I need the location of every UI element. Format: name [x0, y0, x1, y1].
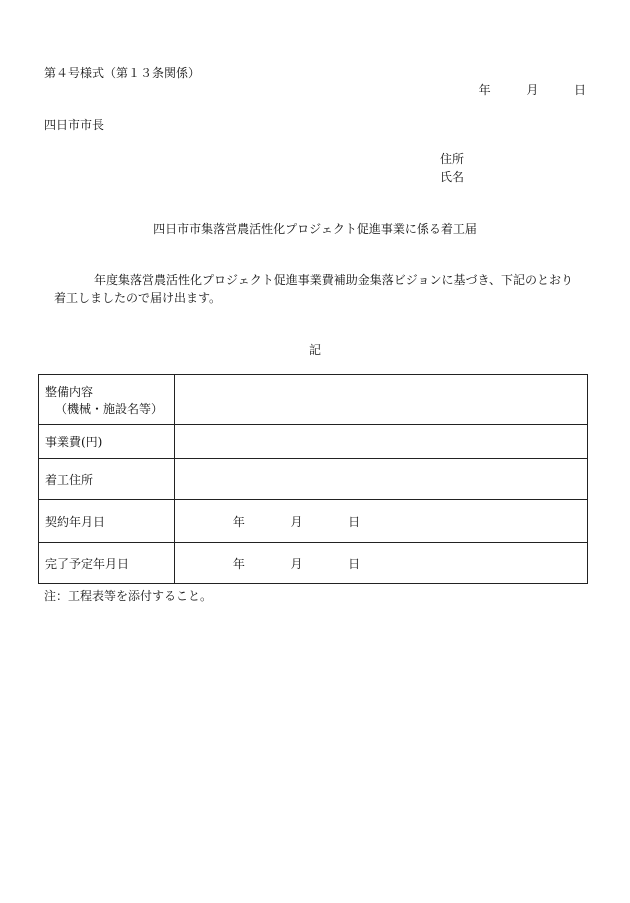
content-field[interactable]: [175, 375, 588, 425]
table-row: [39, 459, 588, 500]
body-line-1: 年度集落営農活性化プロジェクト促進事業費補助金集落ビジョンに基づき、下記のとおり: [94, 273, 574, 287]
table-row: [39, 543, 588, 584]
table-row: [39, 500, 588, 543]
details-table: [38, 374, 588, 584]
addressee: 四日市市長: [44, 118, 105, 132]
body-line-2: 着工しましたので届け出ます。: [54, 291, 222, 305]
name-label: 氏名: [440, 170, 465, 184]
site-address-field[interactable]: [175, 459, 588, 500]
table-row: [39, 375, 588, 425]
row-label: 完了予定年月日: [39, 543, 175, 584]
row-label-cell: [39, 375, 175, 425]
form-number: 第４号様式（第１３条関係）: [44, 66, 201, 80]
date-month-label: 月: [290, 556, 303, 571]
table-row: [39, 425, 588, 459]
contract-date-field[interactable]: [175, 500, 588, 543]
date-year-label: 年: [478, 83, 491, 97]
row-label: 着工住所: [39, 459, 175, 500]
document-title: 四日市市集落営農活性化プロジェクト促進事業に係る着工届: [153, 222, 477, 236]
date-year-label: 年: [232, 514, 245, 529]
attachment-note: 注：工程表等を添付すること。: [44, 589, 213, 603]
date-day-label: 日: [348, 556, 361, 571]
date-year-label: 年: [232, 556, 245, 571]
submission-date: [479, 83, 586, 98]
date-day-label: 日: [348, 514, 361, 529]
row-label: 事業費(円): [39, 425, 175, 459]
completion-date-field[interactable]: [175, 543, 588, 584]
date-month-label: 月: [290, 514, 303, 529]
body-text: [54, 271, 594, 307]
row-label: 契約年月日: [39, 500, 175, 543]
applicant-block: [440, 152, 464, 188]
row-label: 整備内容: [45, 384, 94, 399]
row-sublabel: （機械・施設名等）: [55, 401, 164, 416]
cost-field[interactable]: [175, 425, 588, 459]
ki-heading: 記: [308, 343, 321, 357]
address-label: 住所: [440, 152, 465, 166]
date-month-label: 月: [526, 83, 539, 97]
date-day-label: 日: [573, 83, 586, 97]
